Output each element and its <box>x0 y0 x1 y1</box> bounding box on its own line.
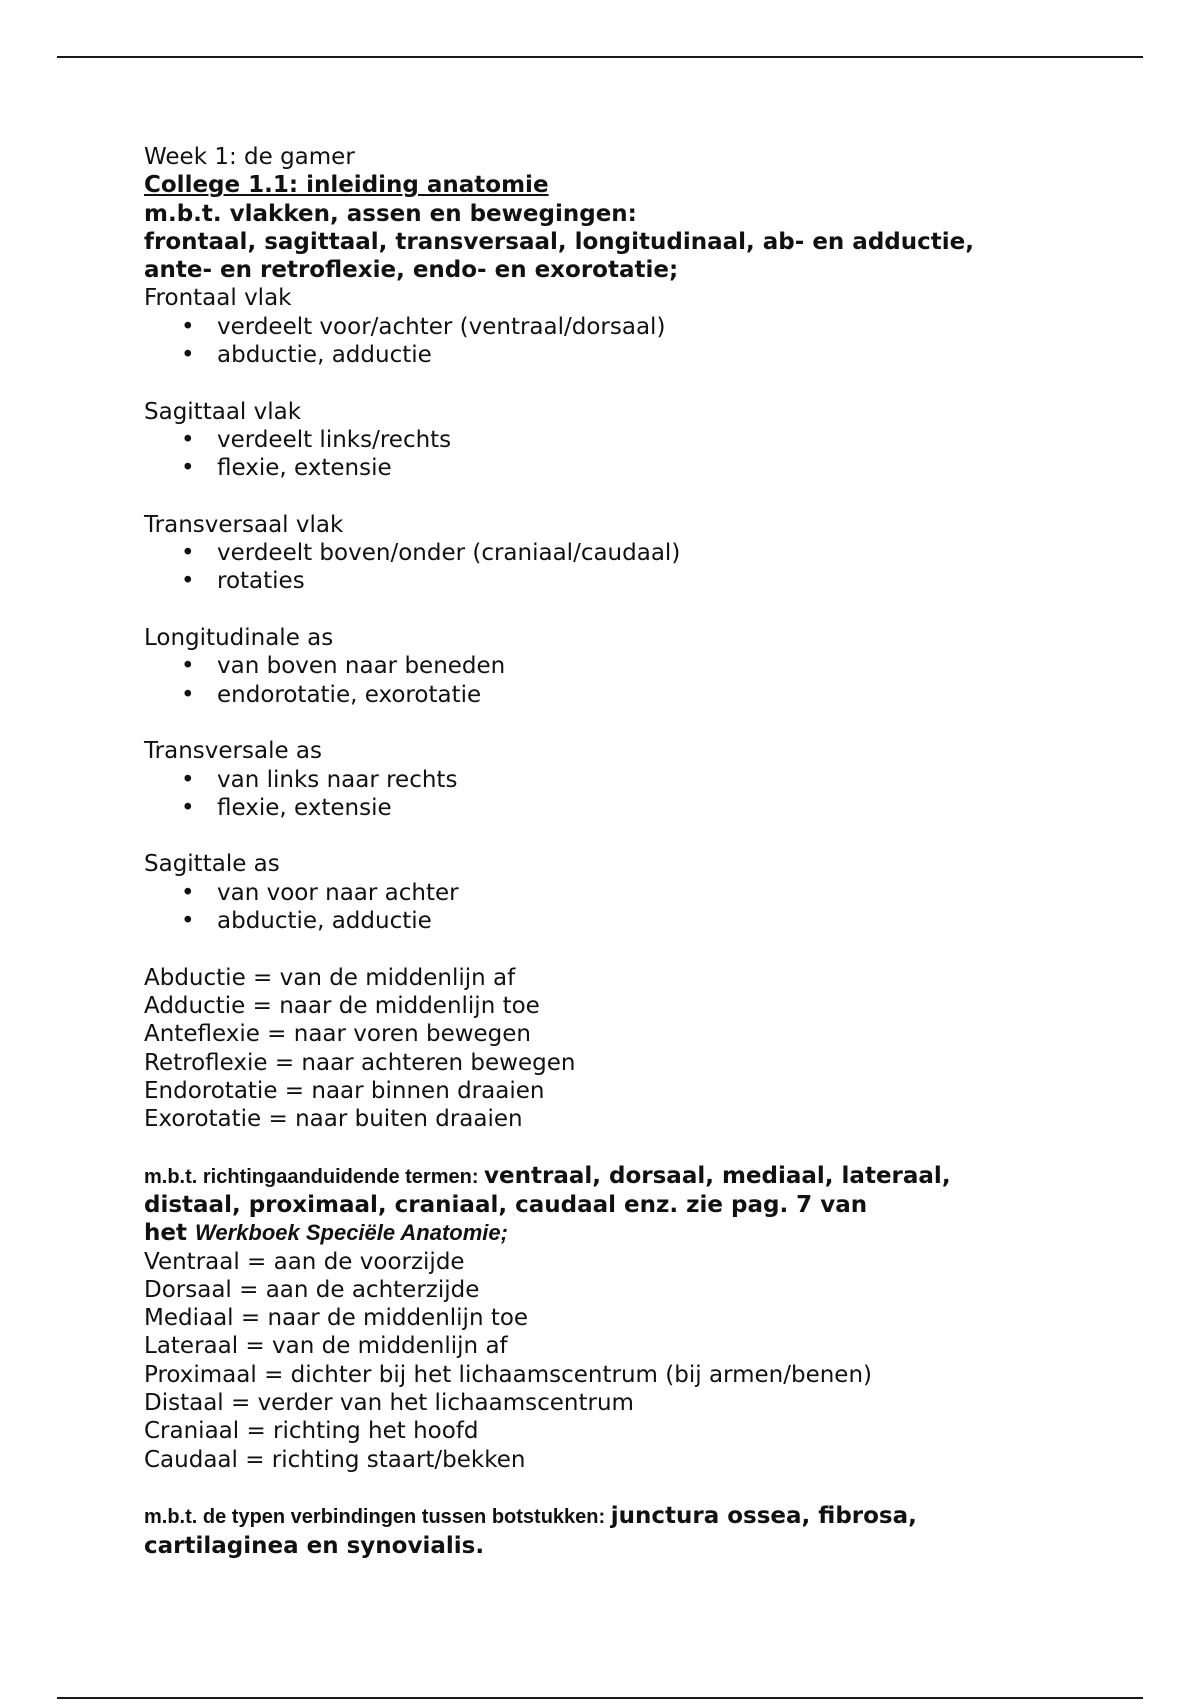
list-item: • van boven naar beneden <box>217 652 1084 680</box>
section1-terms-line2: ante- en retroflexie, endo- en exorotatie; <box>144 257 679 284</box>
spacer <box>144 1133 1084 1161</box>
spacer <box>144 1474 1084 1502</box>
document-body <box>144 143 1084 1560</box>
definition-line: Distaal = verder van het lichaamscentrum <box>144 1390 634 1417</box>
section3-lead-small: m.b.t. de typen verbindingen tussen botstukken: <box>144 1506 611 1529</box>
definition-line: Anteflexie = naar voren bewegen <box>144 1021 532 1048</box>
plane-title: Transversaal vlak <box>144 511 344 538</box>
section2-line3-prefix: het <box>144 1220 195 1247</box>
bullet-list <box>144 426 1084 483</box>
list-item: • verdeelt boven/onder (craniaal/caudaal) <box>217 539 1084 567</box>
section3-lead-rest: junctura ossea, fibrosa, <box>610 1503 917 1530</box>
definition-line: Caudaal = richting staart/bekken <box>144 1446 526 1473</box>
plane-title: Frontaal vlak <box>144 285 292 312</box>
definition-line: Adductie = naar de middenlijn toe <box>144 992 540 1019</box>
plane-title: Sagittaal vlak <box>144 398 302 425</box>
section2-lead-rest: ventraal, dorsaal, mediaal, lateraal, <box>484 1162 951 1189</box>
bullet-list <box>144 879 1084 936</box>
list-item: • abductie, adductie <box>217 907 1084 935</box>
list-item: • rotaties <box>217 567 1084 595</box>
list-item: • van links naar rechts <box>217 766 1084 794</box>
list-item: • van voor naar achter <box>217 879 1084 907</box>
axis-title: Transversale as <box>144 738 323 765</box>
bullet-list <box>144 766 1084 823</box>
footer-rule <box>57 1697 1143 1699</box>
bullet-list <box>144 652 1084 709</box>
section2-lead <box>144 1162 1084 1191</box>
bullet-list <box>144 313 1084 370</box>
bullet-list <box>144 539 1084 596</box>
section2-line2: distaal, proximaal, craniaal, caudaal enz. zie pag. 7 van <box>144 1191 868 1218</box>
list-item: • verdeelt voor/achter (ventraal/dorsaal) <box>217 313 1084 341</box>
spacer <box>144 596 1084 624</box>
list-item: • abductie, adductie <box>217 341 1084 369</box>
definition-line: Lateraal = van de middenlijn af <box>144 1333 508 1360</box>
list-item: • flexie, extensie <box>217 454 1084 482</box>
header-rule <box>57 56 1143 58</box>
spacer <box>144 369 1084 397</box>
spacer <box>144 709 1084 737</box>
axis-title: Longitudinale as <box>144 625 334 652</box>
definition-line: Craniaal = richting het hoofd <box>144 1418 479 1445</box>
section2-lead-small: m.b.t. richtingaanduidende termen: <box>144 1165 485 1188</box>
week-title: Week 1: de gamer <box>144 144 355 170</box>
section2-line3 <box>144 1219 1084 1247</box>
definition-line: Endorotatie = naar binnen draaien <box>144 1077 545 1104</box>
definition-line: Exorotatie = naar buiten draaien <box>144 1106 523 1133</box>
section3-line2: cartilaginea en synovialis. <box>144 1532 485 1559</box>
section1-terms-line1: frontaal, sagittaal, transversaal, longitudinaal, ab- en adductie, <box>144 228 974 255</box>
workbook-title: Werkboek Speciële Anatomie; <box>194 1220 508 1246</box>
list-item: • verdeelt links/rechts <box>217 426 1084 454</box>
section1-lead: m.b.t. vlakken, assen en bewegingen: <box>144 200 637 227</box>
section3-lead <box>144 1502 1084 1531</box>
definition-line: Ventraal = aan de voorzijde <box>144 1248 465 1275</box>
list-item: • endorotatie, exorotatie <box>217 681 1084 709</box>
spacer <box>144 935 1084 963</box>
spacer <box>144 822 1084 850</box>
definition-line: Mediaal = naar de middenlijn toe <box>144 1305 529 1332</box>
spacer <box>144 483 1084 511</box>
axis-title: Sagittale as <box>144 851 280 878</box>
definition-line: Proximaal = dichter bij het lichaamscentrum (bij armen/benen) <box>144 1361 872 1388</box>
definition-line: Abductie = van de middenlijn af <box>144 964 516 991</box>
college-title: College 1.1: inleiding anatomie <box>144 172 549 199</box>
definition-line: Dorsaal = aan de achterzijde <box>144 1276 480 1303</box>
definition-line: Retroflexie = naar achteren bewegen <box>144 1049 576 1076</box>
list-item: • flexie, extensie <box>217 794 1084 822</box>
